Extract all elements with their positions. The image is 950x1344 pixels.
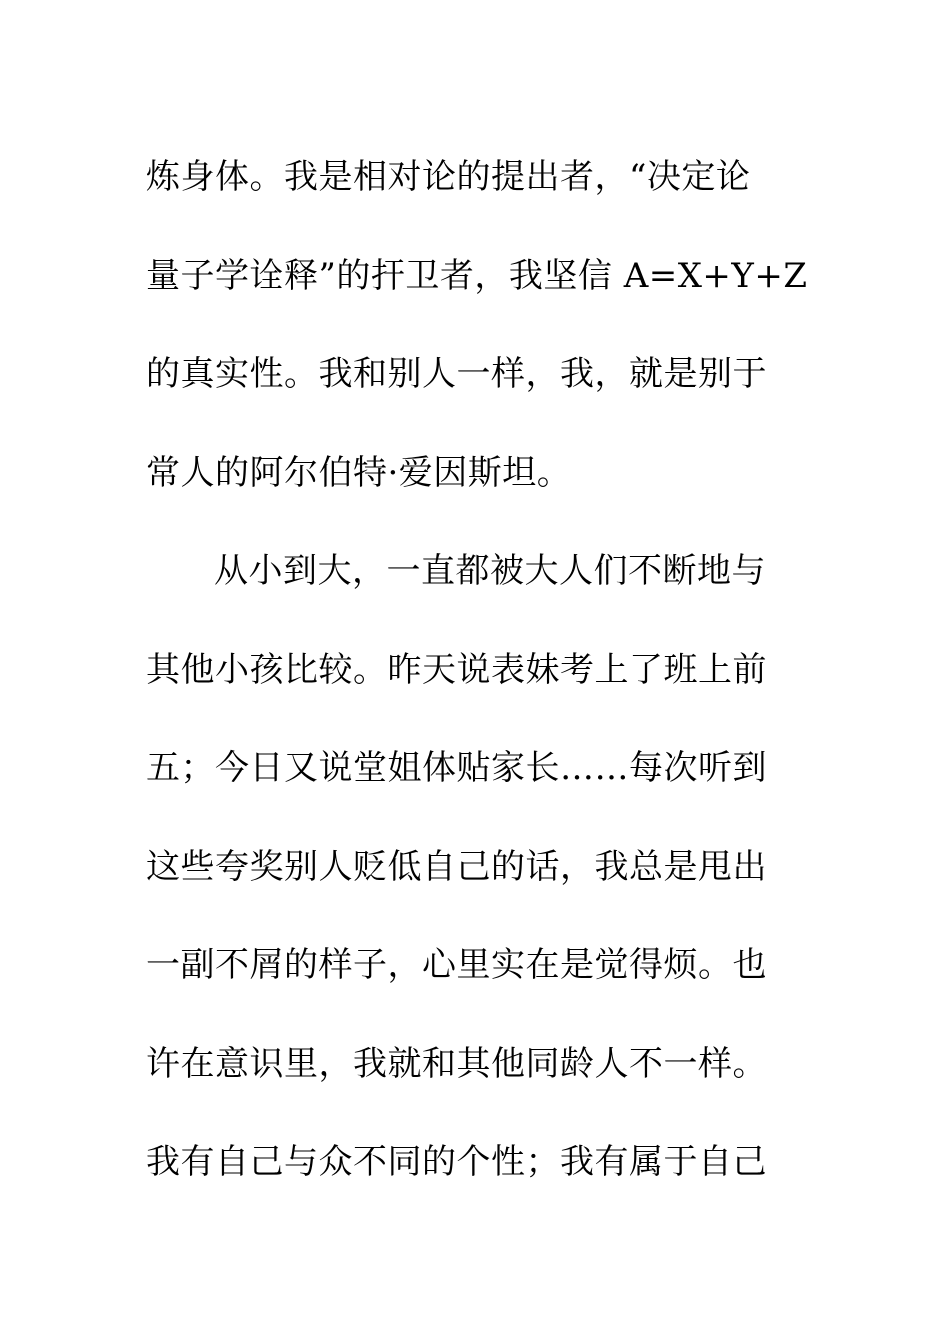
text-line: 五；今日又说堂姐体贴家长……每次听到 <box>146 748 767 788</box>
text-line: 我有自己与众不同的个性；我有属于自己 <box>146 1142 767 1182</box>
text-line: 的真实性。我和别人一样，我，就是别于 <box>146 354 767 394</box>
text-line: 一副不屑的样子，心里实在是觉得烦。也 <box>146 945 767 985</box>
text-line: 量子学诠释”的扞卫者，我坚信 A=X+Y+Z <box>146 255 808 296</box>
text-line: 这些夸奖别人贬低自己的话，我总是甩出 <box>146 846 767 887</box>
text-line: 其他小孩比较。昨天说表妹考上了班上前 <box>146 649 767 690</box>
body-text <box>146 128 806 1212</box>
text-line: 许在意识里，我就和其他同龄人不一样。 <box>146 1043 767 1084</box>
paragraph-first-line: 从小到大，一直都被大人们不断地与 <box>214 551 766 591</box>
text-line: 炼身体。我是相对论的提出者，“决定论 <box>146 157 751 197</box>
text-line: 常人的阿尔伯特·爱因斯坦。 <box>146 452 572 493</box>
